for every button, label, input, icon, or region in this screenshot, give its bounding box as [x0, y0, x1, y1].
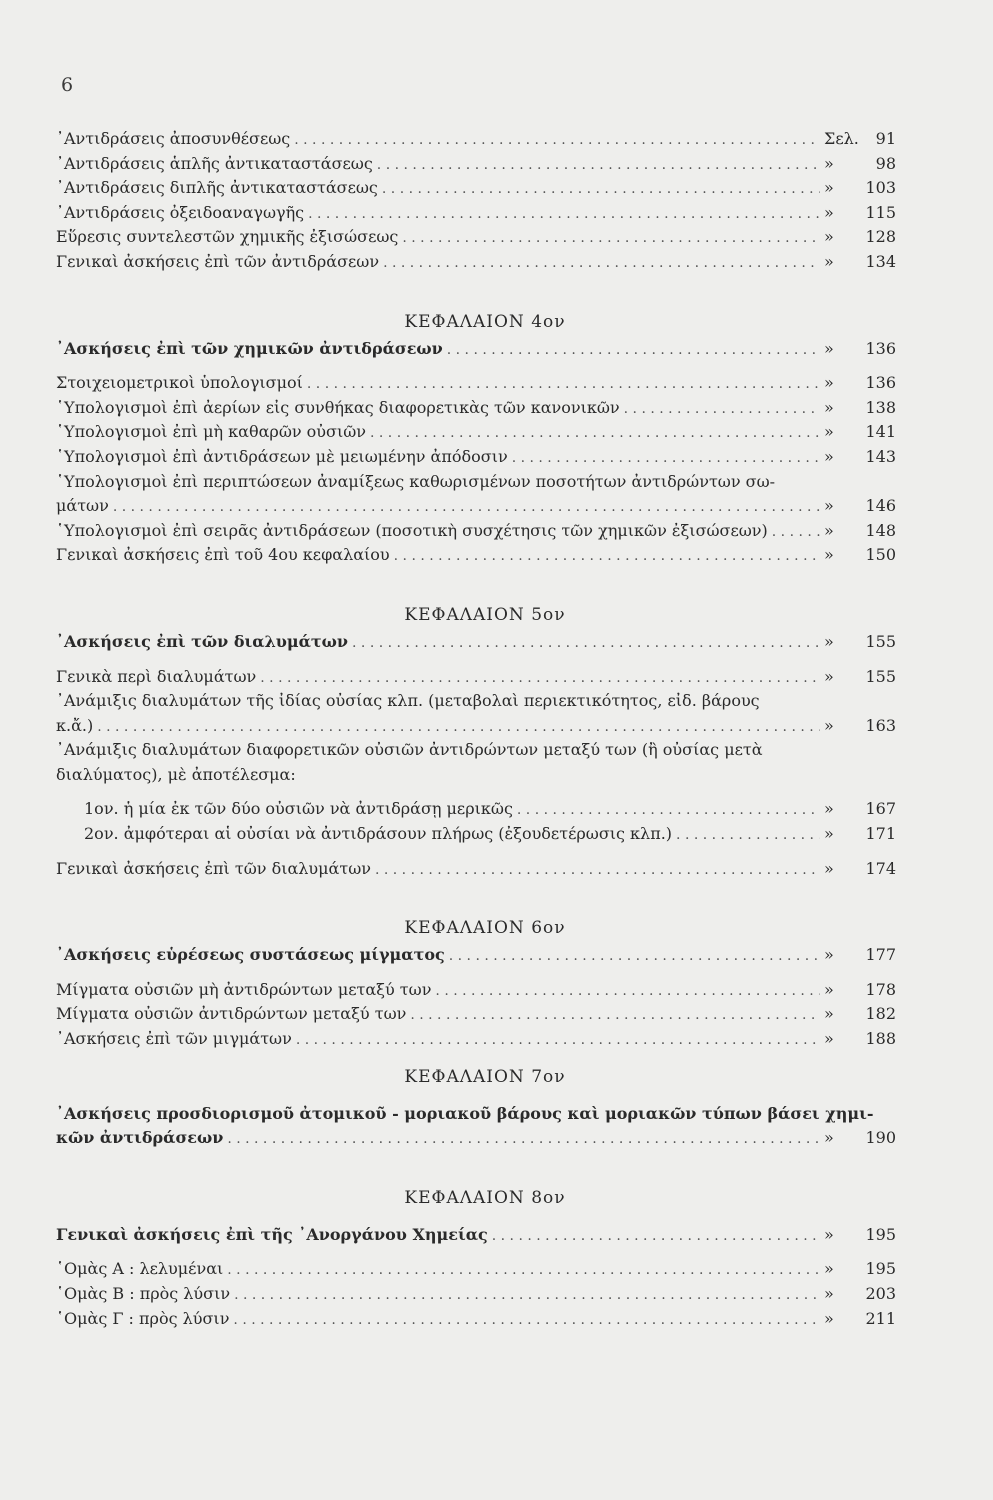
- ditto-mark: »: [824, 945, 834, 965]
- ditto-mark: »: [824, 1224, 834, 1244]
- toc-entry-title: Γενικαὶ ἀσκήσεις ἐπὶ τῶν ἀντιδράσεων: [56, 251, 380, 271]
- toc-entry: [56, 857, 896, 882]
- ditto-mark: »: [824, 397, 834, 417]
- ditto-mark: »: [824, 666, 834, 686]
- chapter-heading: ΚΕΦΑΛΑΙΟΝ 5ον: [404, 604, 566, 625]
- toc-entry: [56, 1027, 896, 1052]
- toc-chapter-entry: [56, 1223, 896, 1248]
- toc-entry-title-line: ᾿Ασκήσεις προσδιορισμοῦ ἀτομικοῦ - μοριακοῦ βάρους καὶ μοριακῶν τύπων βάσει χημι-: [56, 1103, 874, 1123]
- toc-entry: [56, 1257, 896, 1282]
- toc-entry-page: 155: [865, 666, 896, 686]
- dot-leader: [234, 1283, 820, 1308]
- toc-entry-title: 1ον. ἡ μία ἐκ τῶν δύο οὐσιῶν νὰ ἀντιδράσῃ μερικῶς: [84, 799, 513, 819]
- toc-entry: [56, 176, 896, 201]
- ditto-mark: »: [824, 979, 834, 999]
- dot-leader: [352, 631, 820, 656]
- ditto-mark: »: [824, 338, 834, 358]
- toc-entry-page: 148: [865, 520, 896, 540]
- dot-leader: [308, 202, 820, 227]
- ditto-mark: »: [824, 496, 834, 516]
- chapter-heading: ΚΕΦΑΛΑΙΟΝ 6ον: [404, 918, 566, 939]
- toc-entry-page: 143: [865, 446, 896, 466]
- ditto-mark: »: [824, 153, 834, 173]
- toc-chapter-entry: [56, 630, 896, 655]
- ditto-mark: »: [824, 1128, 834, 1148]
- dot-leader: [382, 177, 820, 202]
- ditto-mark: »: [824, 178, 834, 198]
- toc-entry-page: 128: [865, 227, 896, 247]
- toc-entry-page: 141: [865, 422, 896, 442]
- dot-leader: [227, 1258, 820, 1283]
- dot-leader: [370, 421, 820, 446]
- toc-entry: [56, 371, 896, 396]
- ditto-mark: »: [824, 799, 834, 819]
- toc-entry-page: 177: [865, 945, 896, 965]
- dot-leader: [383, 251, 820, 276]
- dot-leader: [394, 544, 820, 569]
- dot-leader: [233, 1308, 820, 1333]
- toc-entry: [56, 494, 896, 519]
- toc-subentry: [56, 797, 896, 822]
- toc-entry: [56, 519, 896, 544]
- toc-entry-page: 188: [865, 1029, 896, 1049]
- toc-entry-title-line: ῾Υπολογισμοὶ ἐπὶ περιπτώσεων ἀναμίξεως καθωρισμένων ποσοτήτων ἀντιδρώντων σω-: [56, 471, 776, 491]
- toc-entry: [56, 978, 896, 1003]
- toc-entry-page: 203: [865, 1284, 896, 1303]
- ditto-mark: »: [824, 1259, 834, 1279]
- toc-entry-title: Γενικὰ περὶ διαλυμάτων: [56, 666, 257, 686]
- toc-entry: [56, 1282, 896, 1307]
- toc-entry-page: 103: [865, 178, 896, 198]
- toc-entry-title: ᾿Ασκήσεις ἐπὶ τῶν μιγμάτων: [56, 1029, 292, 1049]
- ditto-mark: »: [824, 227, 834, 247]
- toc-entry-page: 171: [865, 824, 896, 844]
- dot-leader: [377, 153, 820, 178]
- toc-entry-title: ᾿Αντιδράσεις ἀποσυνθέσεως: [56, 129, 291, 148]
- chapter-heading: ΚΕΦΑΛΑΙΟΝ 4ον: [404, 311, 566, 332]
- toc-entry-page: 167: [865, 799, 896, 819]
- ditto-mark: »: [824, 1308, 834, 1328]
- ditto-mark: »: [824, 545, 834, 565]
- table-of-contents: [56, 127, 896, 1331]
- toc-entry-title: ῾Ομὰς Α : λελυμέναι: [56, 1259, 224, 1279]
- dot-leader: [512, 446, 820, 471]
- toc-entry-page: 178: [865, 979, 896, 999]
- toc-entry-page: 136: [865, 373, 896, 393]
- toc-entry-page: 150: [865, 545, 896, 565]
- toc-entry: [56, 714, 896, 739]
- toc-entry-title: ᾿Αντιδράσεις ὀξειδοαναγωγῆς: [56, 202, 305, 222]
- toc-entry-title: ᾿Ασκήσεις ἐπὶ τῶν χημικῶν ἀντιδράσεων: [56, 338, 443, 358]
- dot-leader: [227, 1127, 820, 1152]
- toc-entry: [56, 445, 896, 470]
- toc-entry-page: 146: [865, 496, 896, 516]
- dot-leader: [624, 397, 820, 422]
- toc-entry: [56, 1307, 896, 1332]
- ditto-mark: »: [824, 520, 834, 540]
- toc-entry-title: Γενικαὶ ἀσκήσεις ἐπὶ τῶν διαλυμάτων: [56, 858, 371, 878]
- toc-entry-page: 91: [875, 129, 896, 148]
- toc-entry-page: 98: [875, 153, 896, 173]
- toc-entry-title: Εὕρεσις συντελεστῶν χημικῆς ἐξισώσεως: [56, 227, 399, 247]
- toc-entry-page: 195: [865, 1224, 896, 1244]
- toc-entry-title-line: ᾿Ανάμιξις διαλυμάτων τῆς ἰδίας οὐσίας κλπ. (μεταβολαὶ περιεκτικότητος, εἰδ. βάρους: [56, 691, 760, 711]
- toc-entry-title: Στοιχειομετρικοὶ ὑπολογισμοί: [56, 373, 303, 393]
- toc-entry-title: Μίγματα οὐσιῶν ἀντιδρώντων μεταξύ των: [56, 1004, 407, 1024]
- toc-entry-title-line: διαλύματος), μὲ ἀποτέλεσμα:: [56, 764, 296, 784]
- toc-entry-title: ῾Ομὰς Γ : πρὸς λύσιν: [56, 1308, 230, 1328]
- dot-leader: [294, 128, 820, 153]
- ditto-mark: »: [824, 373, 834, 393]
- ditto-mark: »: [824, 1004, 834, 1024]
- toc-entry: [56, 420, 896, 445]
- toc-entry-title: κῶν ἀντιδράσεων: [56, 1128, 224, 1148]
- toc-entry-title: ῾Υπολογισμοὶ ἐπὶ ἀντιδράσεων μὲ μειωμένην ἀπόδοσιν: [56, 446, 508, 466]
- toc-entry-page: 182: [865, 1004, 896, 1024]
- toc-entry-title: Γενικαὶ ἀσκήσεις ἐπὶ τοῦ 4ου κεφαλαίου: [56, 545, 390, 565]
- toc-entry-title: ῾Υπολογισμοὶ ἐπὶ ἀερίων εἰς συνθήκας διαφορετικὰς τῶν κανονικῶν: [56, 397, 620, 417]
- toc-entry-title: Μίγματα οὐσιῶν μὴ ἀντιδρώντων μεταξύ των: [56, 979, 432, 999]
- ditto-mark: »: [824, 251, 834, 271]
- toc-chapter-entry: [56, 943, 896, 968]
- toc-entry: [56, 127, 896, 152]
- dot-leader: [772, 520, 820, 545]
- toc-entry-page: 174: [865, 858, 896, 878]
- dot-leader: [260, 666, 820, 691]
- toc-entry-title: κ.ἄ.): [56, 715, 94, 735]
- toc-entry-title: ᾿Αντιδράσεις διπλῆς ἀντικαταστάσεως: [56, 178, 378, 198]
- ditto-mark: »: [824, 422, 834, 442]
- toc-entry-page: 190: [865, 1128, 896, 1148]
- dot-leader: [517, 798, 820, 823]
- dot-leader: [307, 372, 820, 397]
- toc-entry-page: 155: [865, 631, 896, 651]
- toc-entry-page: 211: [865, 1308, 896, 1328]
- dot-leader: [97, 715, 820, 740]
- dot-leader: [375, 858, 820, 883]
- ditto-mark: »: [824, 824, 834, 844]
- toc-entry: [56, 201, 896, 226]
- chapter-heading: ΚΕΦΑΛΑΙΟΝ 8ον: [404, 1187, 566, 1208]
- ditto-mark: »: [824, 631, 834, 651]
- dot-leader: [447, 338, 820, 363]
- ditto-mark: »: [824, 446, 834, 466]
- toc-entry-title: ᾿Ασκήσεις ἐπὶ τῶν διαλυμάτων: [56, 631, 349, 651]
- toc-entry-page: 163: [865, 715, 896, 735]
- toc-entry-title: ᾿Ασκήσεις εὑρέσεως συστάσεως μίγματος: [56, 945, 445, 965]
- toc-entry-title: Γενικαὶ ἀσκήσεις ἐπὶ τῆς ᾿Ανοργάνου Χημείας: [56, 1224, 488, 1244]
- toc-entry-title: ῾Ομὰς Β : πρὸς λύσιν: [56, 1284, 231, 1303]
- ditto-mark: »: [824, 1029, 834, 1049]
- toc-entry-page: 134: [865, 251, 896, 271]
- dot-leader: [296, 1028, 820, 1053]
- toc-entry-page: 136: [865, 338, 896, 358]
- ditto-mark: »: [824, 1284, 834, 1303]
- ditto-mark: »: [824, 202, 834, 222]
- dot-leader: [449, 944, 820, 969]
- page-prefix: Σελ.: [824, 129, 859, 148]
- dot-leader: [410, 1003, 820, 1028]
- toc-chapter-entry: [56, 1126, 896, 1151]
- toc-entry: [56, 665, 896, 690]
- toc-entry-title: 2ον. ἀμφότεραι αἱ οὐσίαι νὰ ἀντιδράσουν πλήρως (ἐξουδετέρωσις κλπ.): [84, 824, 673, 844]
- toc-entry-title-line: ᾿Ανάμιξις διαλυμάτων διαφορετικῶν οὐσιῶν ἀντιδρώντων μεταξύ των (ἢ οὐσίας μετὰ: [56, 740, 763, 760]
- ditto-mark: »: [824, 858, 834, 878]
- toc-entry: [56, 152, 896, 177]
- toc-chapter-entry: [56, 337, 896, 362]
- toc-entry: [56, 250, 896, 275]
- toc-entry-title: ῾Υπολογισμοὶ ἐπὶ σειρᾶς ἀντιδράσεων (ποσοτικὴ συσχέτησις τῶν χημικῶν ἐξισώσεων): [56, 520, 768, 540]
- toc-entry-title: ᾿Αντιδράσεις ἁπλῆς ἀντικαταστάσεως: [56, 153, 373, 173]
- toc-entry-page: 115: [865, 202, 896, 222]
- dot-leader: [492, 1224, 820, 1249]
- toc-entry: [56, 543, 896, 568]
- toc-entry-title: μάτων: [56, 496, 109, 516]
- toc-entry: [56, 396, 896, 421]
- chapter-heading: ΚΕΦΑΛΑΙΟΝ 7ον: [404, 1066, 566, 1087]
- ditto-mark: »: [824, 715, 834, 735]
- dot-leader: [113, 495, 820, 520]
- dot-leader: [676, 823, 820, 848]
- toc-entry-page: 195: [865, 1259, 896, 1279]
- dot-leader: [435, 979, 820, 1004]
- toc-entry: [56, 225, 896, 250]
- toc-entry-page: 138: [865, 397, 896, 417]
- toc-subentry: [56, 822, 896, 847]
- toc-entry-title: ῾Υπολογισμοὶ ἐπὶ μὴ καθαρῶν οὐσιῶν: [56, 422, 366, 442]
- toc-entry: [56, 1002, 896, 1027]
- dot-leader: [402, 226, 820, 251]
- page-number: 6: [61, 74, 74, 96]
